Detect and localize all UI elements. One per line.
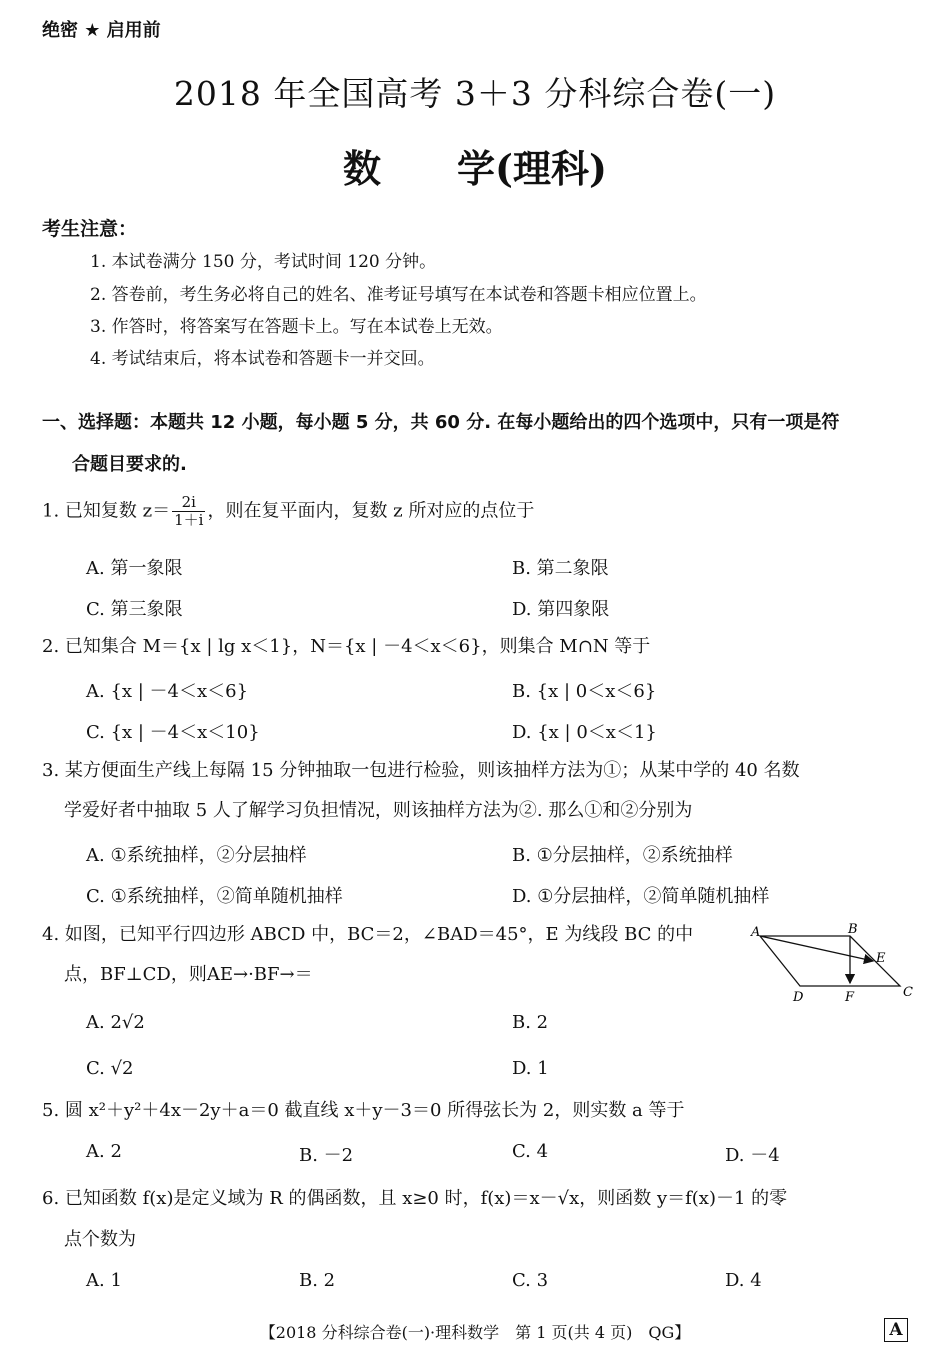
question-3-stem: 3. 某方便面生产线上每隔 15 分钟抽取一包进行检验，则该抽样方法为①；从某中学的 40 名数 xyxy=(42,760,800,781)
notice-item: 2. 答卷前，考生务必将自己的姓名、准考证号填写在本试卷和答题卡相应位置上。 xyxy=(90,285,707,305)
option-a: A. {x | －4＜x＜6} xyxy=(86,681,249,702)
question-2-stem: 2. 已知集合 M＝{x | lg x＜1}，N＝{x | －4＜x＜6}，则集合 M∩N 等于 xyxy=(42,636,651,657)
option-b: B. 2 xyxy=(512,1012,549,1033)
notice-heading: 考生注意： xyxy=(42,218,138,240)
question-4-stem: 4. 如图，已知平行四边形 ABCD 中，BC＝2，∠BAD＝45°，E 为线段 BC 的中 xyxy=(42,924,694,945)
option-a: A. ①系统抽样，②分层抽样 xyxy=(86,845,307,866)
notice-item: 4. 考试结束后，将本试卷和答题卡一并交回。 xyxy=(90,349,435,369)
option-d: D. {x | 0＜x＜1} xyxy=(512,722,657,743)
option-d: D. 4 xyxy=(725,1270,762,1291)
notice-item: 1. 本试卷满分 150 分，考试时间 120 分钟。 xyxy=(90,252,437,272)
option-a: A. 2 xyxy=(86,1141,122,1162)
option-c: C. {x | －4＜x＜10} xyxy=(86,722,260,743)
option-b: B. 第二象限 xyxy=(512,558,609,579)
option-d: D. －4 xyxy=(725,1145,780,1166)
subject-title: 数 学(理科) xyxy=(343,146,607,191)
label-f: F xyxy=(845,990,855,1005)
option-c: C. 4 xyxy=(512,1141,549,1162)
option-b: B. ①分层抽样，②系统抽样 xyxy=(512,845,733,866)
option-a: A. 2√2 xyxy=(86,1012,145,1033)
label-c: C xyxy=(903,985,913,1000)
label-a: A xyxy=(751,925,761,940)
confidential-mark: 绝密 ★ 启用前 xyxy=(42,20,161,41)
option-b: B. －2 xyxy=(299,1145,354,1166)
question-1-stem: 1. 已知复数 z＝ $\frac{2i}{1+i}$ ，则在复平面内，复数 z 所对应的点位于 xyxy=(42,493,535,529)
notice-item: 3. 作答时，将答案写在答题卡上。写在本试卷上无效。 xyxy=(90,317,503,337)
option-b: B. {x | 0＜x＜6} xyxy=(512,681,657,702)
option-c: C. √2 xyxy=(86,1058,134,1079)
option-c: C. ①系统抽样，②简单随机抽样 xyxy=(86,886,343,907)
fraction: $\frac{2i}{1+i}$ xyxy=(174,493,204,529)
label-e: E xyxy=(876,951,886,966)
section-heading-cont: 合题目要求的. xyxy=(72,454,187,475)
option-c: C. 3 xyxy=(512,1270,549,1291)
option-d: D. 1 xyxy=(512,1058,549,1079)
exam-title: 2018 年全国高考 3＋3 分科综合卷(一) xyxy=(173,74,777,113)
label-d: D xyxy=(793,990,804,1005)
paper-version-badge: A xyxy=(884,1318,908,1342)
option-d: D. 第四象限 xyxy=(512,599,610,620)
option-d: D. ①分层抽样，②简单随机抽样 xyxy=(512,886,770,907)
option-c: C. 第三象限 xyxy=(86,599,183,620)
question-5-stem: 5. 圆 x²＋y²＋4x－2y＋a＝0 截直线 x＋y－3＝0 所得弦长为 2，则实数 a 等于 xyxy=(42,1100,685,1121)
question-4-stem-cont: 点，BF⊥CD，则AE→·BF→＝ xyxy=(64,964,313,985)
parallelogram-figure xyxy=(745,920,920,1010)
label-b: B xyxy=(848,922,858,937)
option-a: A. 第一象限 xyxy=(86,558,183,579)
option-a: A. 1 xyxy=(86,1270,122,1291)
question-6-stem-cont: 点个数为 xyxy=(64,1229,136,1250)
section-heading: 一、选择题：本题共 12 小题，每小题 5 分，共 60 分. 在每小题给出的四个选项中，只有一项是符 xyxy=(42,412,840,433)
question-3-stem-cont: 学爱好者中抽取 5 人了解学习负担情况，则该抽样方法为②. 那么①和②分别为 xyxy=(64,800,693,821)
page-footer: 【2018 分科综合卷(一)·理科数学 第 1 页(共 4 页) QG】 xyxy=(259,1323,691,1342)
question-6-stem: 6. 已知函数 f(x)是定义域为 R 的偶函数，且 x≥0 时，f(x)＝x－√x，则函数 y＝f(x)－1 的零 xyxy=(42,1188,788,1209)
option-b: B. 2 xyxy=(299,1270,336,1291)
